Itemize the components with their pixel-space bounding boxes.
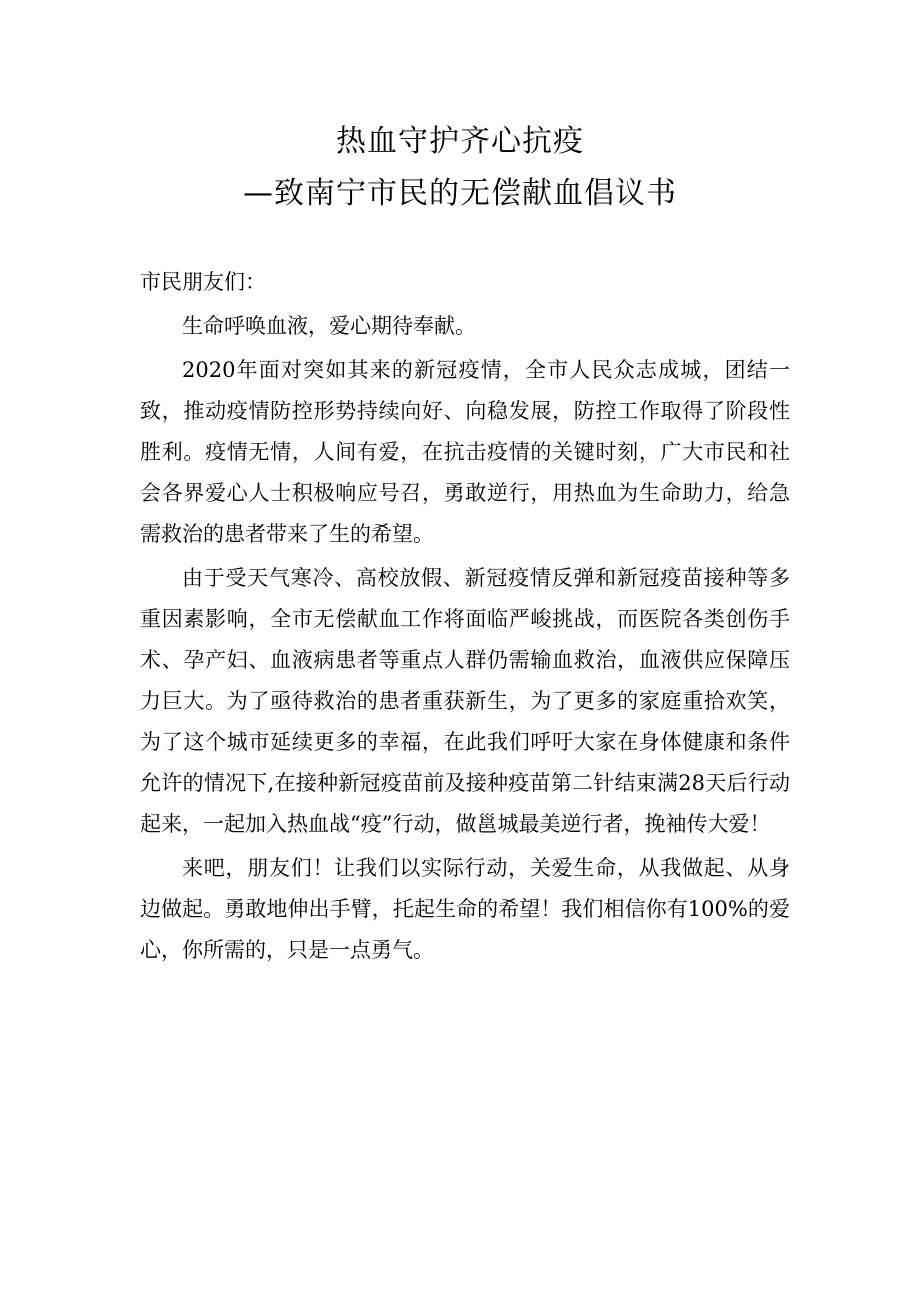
document-title: 热血守护齐心抗疫: [336, 124, 584, 159]
paragraph-1: 生命呼唤血液，爱心期待奉献。: [182, 314, 476, 338]
paragraph-2: 2020年面对突如其来的新冠疫情，全市人民众志成城，团结一致，推动疫情防控形势持续向好、向稳发展，防控工作取得了阶段性胜利。疫情无情，人间有爱，在抗击疫情的关键时刻，广大市民和社会各界爱心人士积极响应号召，勇敢逆行，用热血为生命助力，给急需救治的患者带来了生的希望。: [140, 358, 790, 546]
document-subtitle: —致南宁市民的无偿献血倡议书: [243, 176, 677, 211]
paragraph-3: 由于受天气寒冷、高校放假、新冠疫情反弹和新冠疫苗接种等多重因素影响，全市无偿献血工作将面临严峻挑战，而医院各类创伤手术、孕产妇、血液病患者等重点人群仍需输血救治，血液供应保障压力巨大。为了亟待救治的患者重获新生，为了更多的家庭重拾欢笑，为了这个城市延续更多的幸福，在此我们呼吁大家在身体健康和条件允许的情况下,在接种新冠疫苗前及接种疫苗第二针结束满28天后行动起来，一起加入热血战“疫”行动，做邕城最美逆行者，挽袖传大爱！: [140, 566, 790, 836]
paragraph-4: 来吧，朋友们！让我们以实际行动，关爱生命，从我做起、从身边做起。勇敢地伸出手臂，托起生命的希望！我们相信你有100%的爱心，你所需的，只是一点勇气。: [140, 856, 790, 962]
document-body: [140, 262, 790, 974]
salutation: 市民朋友们：: [140, 270, 266, 294]
